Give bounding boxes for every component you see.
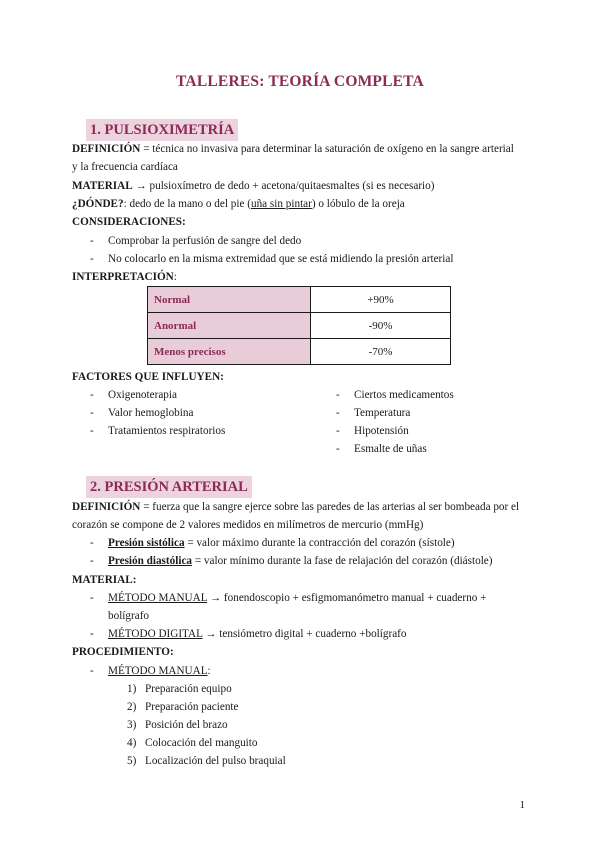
table-cell-value: +90%: [311, 287, 451, 313]
dash-bullet: -: [336, 425, 340, 437]
s1-donde-text-a: : dedo de la mano o del pie (: [123, 198, 251, 210]
step-text: Posición del brazo: [145, 719, 228, 731]
dash-bullet: -: [90, 407, 94, 419]
s1-definition-text-1: = técnica no invasiva para determinar la saturación de oxígeno en la sangre arterial: [140, 143, 514, 155]
s2-manual-method-text-2: bolígrafo: [108, 610, 150, 622]
s2-systolic-line: [108, 534, 455, 552]
step-number: 1): [127, 683, 137, 695]
dash-bullet: -: [90, 665, 94, 677]
s1-interpretation-label: INTERPRETACIÓN: [72, 271, 174, 283]
s2-procedure-manual-colon: :: [207, 665, 211, 677]
step-number: 5): [127, 755, 137, 767]
s2-definition-label: DEFINICIÓN: [72, 501, 141, 513]
step-text: Colocación del manguito: [145, 737, 258, 749]
factor-item: Valor hemoglobina: [108, 407, 194, 419]
s2-definition-line-1: [72, 498, 519, 516]
dash-bullet: -: [90, 555, 94, 567]
step-text: Preparación equipo: [145, 683, 232, 695]
table-cell-value: -70%: [311, 339, 451, 365]
dash-bullet: -: [90, 389, 94, 401]
factor-item: Hipotensión: [354, 425, 409, 437]
dash-bullet: -: [90, 628, 94, 640]
table-cell-value: -90%: [311, 313, 451, 339]
s2-digital-method-label: MÉTODO DIGITAL: [108, 628, 203, 640]
dash-bullet: -: [90, 253, 94, 265]
s2-systolic-text: = valor máximo durante la contracción del corazón (sístole): [184, 537, 455, 549]
s1-definition-label: DEFINICIÓN: [72, 143, 141, 155]
s2-procedure-manual-line: [108, 662, 211, 680]
s2-procedure-manual-label: MÉTODO MANUAL: [108, 665, 208, 677]
s2-diastolic-text: = valor mínimo durante la fase de relajación del corazón (diástole): [192, 555, 493, 567]
s1-consideration-item: No colocarlo en la misma extremidad que se está midiendo la presión arterial: [108, 253, 454, 265]
s2-material-label: MATERIAL:: [72, 574, 137, 586]
step-number: 2): [127, 701, 137, 713]
dash-bullet: -: [90, 425, 94, 437]
section-heading-pulsioximetria: 1. PULSIOXIMETRÍA: [86, 119, 238, 141]
table-row: [148, 313, 451, 339]
step-text: Preparación paciente: [145, 701, 239, 713]
s1-material-text: → pulsioxímetro de dedo + acetona/quitaesmaltes (si es necesario): [132, 180, 435, 192]
factor-item: Oxigenoterapia: [108, 389, 177, 401]
s1-interpretation-line: [72, 268, 177, 286]
s1-considerations-label: CONSIDERACIONES:: [72, 216, 186, 228]
table-row: [148, 287, 451, 313]
s1-donde-text-b: ) o lóbulo de la oreja: [311, 198, 405, 210]
s2-manual-method-text-1: → fonendoscopio + esfigmomanómetro manual + cuaderno +: [207, 592, 487, 604]
factor-item: Esmalte de uñas: [354, 443, 427, 455]
table-cell-label: Anormal: [148, 313, 311, 339]
dash-bullet: -: [90, 235, 94, 247]
s1-material-line: [72, 177, 434, 195]
s2-manual-method-label: MÉTODO MANUAL: [108, 592, 208, 604]
table-cell-label: Normal: [148, 287, 311, 313]
factor-item: Ciertos medicamentos: [354, 389, 454, 401]
dash-bullet: -: [90, 537, 94, 549]
s1-consideration-item: Comprobar la perfusión de sangre del dedo: [108, 235, 302, 247]
s1-factors-label: FACTORES QUE INFLUYEN:: [72, 371, 224, 383]
page-title: TALLERES: TEORÍA COMPLETA: [176, 73, 424, 90]
s2-systolic-label: Presión sistólica: [108, 537, 185, 549]
s1-interpretation-colon: :: [173, 271, 177, 283]
s2-manual-method-line: [108, 589, 486, 607]
s1-donde-label: ¿DÓNDE?: [72, 198, 124, 210]
s2-diastolic-label: Presión diastólica: [108, 555, 193, 567]
s2-digital-method-line: [108, 625, 407, 643]
dash-bullet: -: [336, 443, 340, 455]
s2-definition-text-1: = fuerza que la sangre ejerce sobre las paredes de las arterias al ser bombeada por el: [140, 501, 520, 513]
factor-item: Temperatura: [354, 407, 411, 419]
s1-donde-line: [72, 195, 405, 213]
dash-bullet: -: [336, 389, 340, 401]
step-number: 4): [127, 737, 137, 749]
s1-material-label: MATERIAL: [72, 180, 133, 192]
table-cell-label: Menos precisos: [148, 339, 311, 365]
step-text: Localización del pulso braquial: [145, 755, 286, 767]
interpretation-table: [147, 286, 451, 365]
s2-digital-method-text: → tensiómetro digital + cuaderno +bolígrafo: [202, 628, 407, 640]
step-number: 3): [127, 719, 137, 731]
s1-donde-underline: uña sin pintar: [250, 198, 312, 210]
section-heading-presion-arterial: 2. PRESIÓN ARTERIAL: [86, 476, 252, 498]
factor-item: Tratamientos respiratorios: [108, 425, 226, 437]
s1-definition-line-1: [72, 140, 514, 158]
s1-definition-text-2: y la frecuencia cardíaca: [72, 161, 178, 173]
dash-bullet: -: [90, 592, 94, 604]
page-number: 1: [519, 799, 525, 811]
s2-diastolic-line: [108, 552, 493, 570]
s2-procedure-label: PROCEDIMIENTO:: [72, 646, 174, 658]
dash-bullet: -: [336, 407, 340, 419]
s2-definition-text-2: corazón se compone de 2 valores medidos en milímetros de mercurio (mmHg): [72, 519, 424, 531]
table-row: [148, 339, 451, 365]
